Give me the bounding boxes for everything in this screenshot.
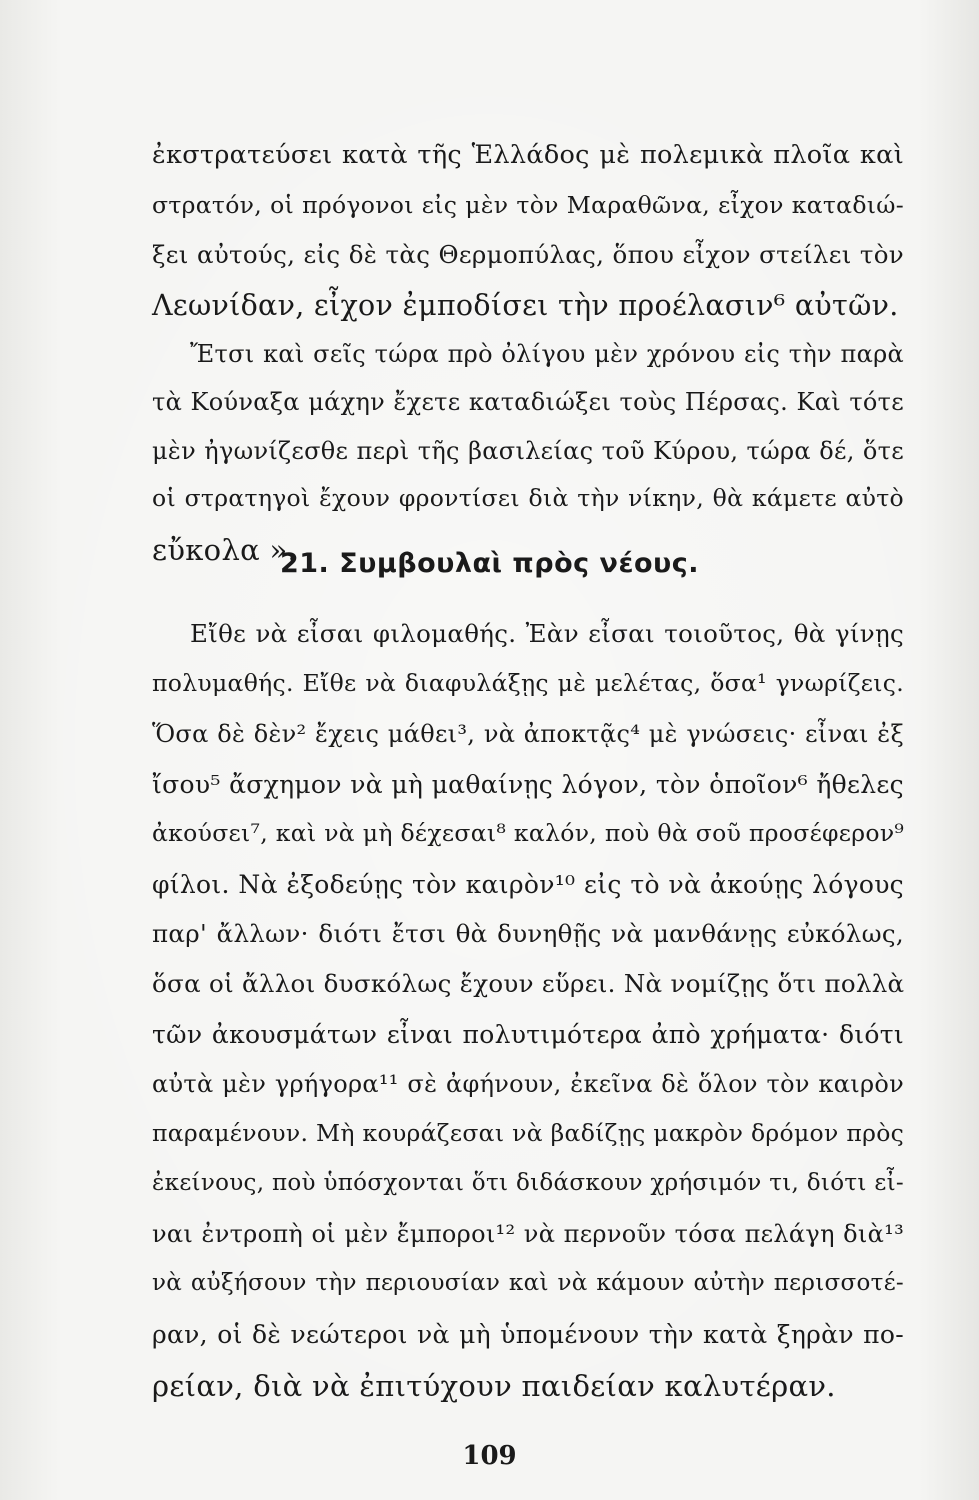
text-line: φίλοι. Νὰ ἐξοδεύῃς τὸν καιρὸν¹⁰ εἰς τὸ νὰ ἀκούῃς λόγους <box>152 870 904 899</box>
text-line: πολυμαθής. Εἴθε νὰ διαφυλάξῃς μὲ μελέτας, ὅσα¹ γνωρίζεις. <box>152 669 904 697</box>
text-line: εὔκολα ». <box>152 533 298 567</box>
text-line: ναι ἐντροπὴ οἱ μὲν ἔμποροι¹² νὰ περνοῦν τόσα πελάγη διὰ¹³ <box>152 1220 904 1248</box>
text-line: ἐκείνους, ποὺ ὑπόσχονται ὅτι διδάσκουν χρήσιμόν τι, διότι εἶ- <box>152 1170 904 1196</box>
text-line: τὰ Κούναξα μάχην ἔχετε καταδιώξει τοὺς Πέρσας. Καὶ τότε <box>152 388 904 416</box>
text-line: ἐκστρατεύσει κατὰ τῆς Ἑλλάδος μὲ πολεμικὰ πλοῖα καὶ <box>152 140 904 170</box>
text-line: νὰ αὐξήσουν τὴν περιουσίαν καὶ νὰ κάμουν αὐτὴν περισσοτέ- <box>152 1270 904 1296</box>
text-line: Ἔτσι καὶ σεῖς τώρα πρὸ ὀλίγου μὲν χρόνου εἰς τὴν παρὰ <box>190 340 904 368</box>
text-line: ἴσου⁵ ἄσχημον νὰ μὴ μαθαίνῃς λόγον, τὸν ὁποῖον⁶ ἤθελες <box>152 770 904 799</box>
text-line: αὐτὰ μὲν γρήγορα¹¹ σὲ ἀφήνουν, ἐκεῖνα δὲ ὅλον τὸν καιρὸν <box>152 1070 904 1098</box>
text-line: μὲν ἠγωνίζεσθε περὶ τῆς βασιλείας τοῦ Κύρου, τώρα δέ, ὅτε <box>152 437 904 465</box>
section-heading: 21. Συμβουλαὶ πρὸς νέους. <box>279 548 700 579</box>
text-line: ραν, οἱ δὲ νεώτεροι νὰ μὴ ὑπομένουν τὴν κατὰ ξηρὰν πο- <box>152 1320 904 1349</box>
text-line: Εἴθε νὰ εἶσαι φιλομαθής. Ἐὰν εἶσαι τοιοῦτος, θὰ γίνῃς <box>190 619 904 648</box>
text-line: ἀκούσει⁷, καὶ νὰ μὴ δέχεσαι⁸ καλόν, ποὺ θὰ σοῦ προσέφερον⁹ <box>152 819 905 847</box>
text-line: οἱ στρατηγοὶ ἔχουν φροντίσει διὰ τὴν νίκην, θὰ κάμετε αὐτὸ <box>152 484 904 512</box>
text-line: ξει αὐτούς, εἰς δὲ τὰς Θερμοπύλας, ὅπου εἶχον στείλει τὸν <box>152 240 904 269</box>
text-line: ὅσα οἱ ἄλλοι δυσκόλως ἔχουν εὕρει. Νὰ νομίζῃς ὅτι πολλὰ <box>152 969 905 998</box>
text-line: τῶν ἀκουσμάτων εἶναι πολυτιμότερα ἀπὸ χρήματα· διότι <box>152 1020 904 1049</box>
text-line: Ὅσα δὲ δὲν² ἔχεις μάθει³, νὰ ἀποκτᾷς⁴ μὲ γνώσεις· εἶναι ἐξ <box>152 720 904 748</box>
text-line: Λεωνίδαν, εἶχον ἐμποδίσει τὴν προέλασιν⁶ αὐτῶν. <box>152 289 899 322</box>
text-line: στρατόν, οἱ πρόγονοι εἰς μὲν τὸν Μαραθῶνα, εἶχον καταδιώ- <box>152 191 904 219</box>
text-line: παρ' ἄλλων· διότι ἔτσι θὰ δυνηθῇς νὰ μανθάνῃς εὐκόλως, <box>152 919 904 948</box>
text-line: ρείαν, διὰ νὰ ἐπιτύχουν παιδείαν καλυτέραν. <box>152 1369 836 1403</box>
page-number: 109 <box>462 1441 517 1471</box>
text-line: παραμένουν. Μὴ κουράζεσαι νὰ βαδίζῃς μακρὸν δρόμον πρὸς <box>152 1119 905 1147</box>
